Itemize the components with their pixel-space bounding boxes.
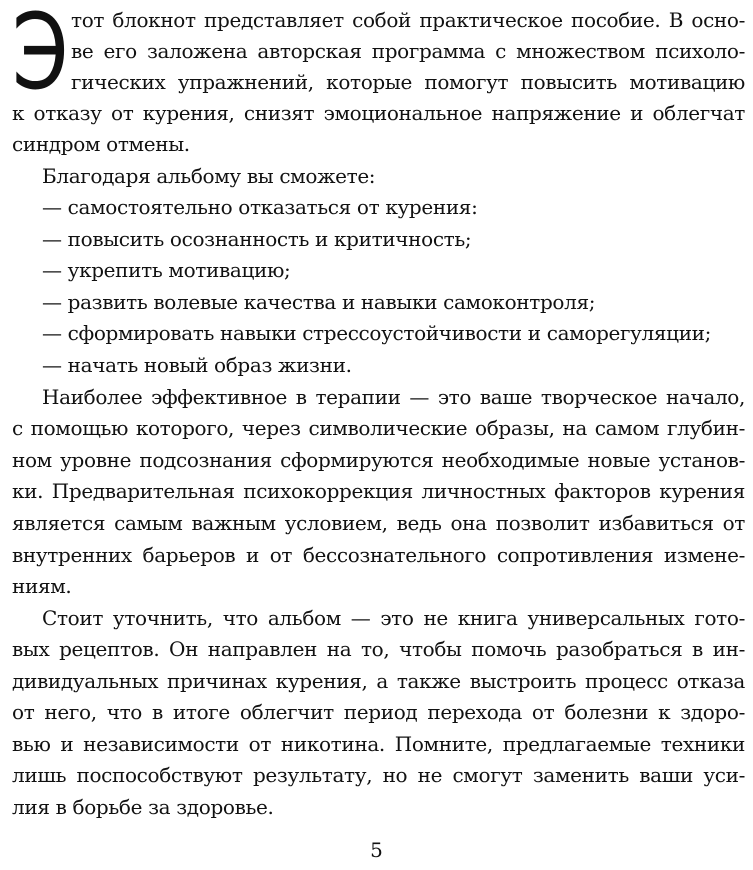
text-line: является самым важным условием, ведь она позволит избавиться от xyxy=(12,511,745,535)
text-line: вых рецептов. Он направлен на то, чтобы помочь разобраться в ин- xyxy=(12,637,745,661)
text-line: ве его заложена авторская программа с множеством психоло- xyxy=(71,39,745,63)
text-line: внутренних барьеров и от бессознательного сопротивления измене- xyxy=(12,543,745,567)
text-line: Наиболее эффективное в терапии — это ваше творческое начало, xyxy=(42,385,745,409)
list-item: — повысить осознанность и критичность; xyxy=(42,227,472,251)
text-line: к отказу от курения, снизят эмоциональное напряжение и облегчат xyxy=(12,101,745,125)
drop-cap-letter: Э xyxy=(12,0,69,113)
text-line: вью и независимости от никотина. Помните, предлагаемые техники xyxy=(12,732,745,756)
text-line: тот блокнот представляет собой практическое пособие. В осно- xyxy=(71,8,745,32)
text-line: лишь поспособствуют результату, но не смогут заменить ваши уси- xyxy=(12,763,745,787)
text-line: с помощью которого, через символические образы, на самом глубин- xyxy=(12,416,745,440)
text-line: ки. Предварительная психокоррекция личностных факторов курения xyxy=(12,479,745,503)
text-line: Стоит уточнить, что альбом — это не книга универсальных гото- xyxy=(42,606,745,630)
list-item: — самостоятельно отказаться от курения: xyxy=(42,195,478,219)
list-item: — начать новый образ жизни. xyxy=(42,353,352,377)
text-line: Благодаря альбому вы сможете: xyxy=(42,164,376,188)
text-line: ниям. xyxy=(12,574,72,598)
list-item: — развить волевые качества и навыки самоконтроля; xyxy=(42,290,596,314)
text-line: лия в борьбе за здоровье. xyxy=(12,795,274,819)
text-line: дивидуальных причинах курения, а также выстроить процесс отказа xyxy=(12,669,745,693)
list-item: — сформировать навыки стрессоустойчивости и саморегуляции; xyxy=(42,321,712,345)
list-item: — укрепить мотивацию; xyxy=(42,258,291,282)
text-line: ном уровне подсознания сформируются необходимые новые установ- xyxy=(12,448,745,472)
text-line: от него, что в итоге облегчит период перехода от болезни к здоро- xyxy=(12,700,745,724)
text-line: синдром отмены. xyxy=(12,132,190,156)
page-number: 5 xyxy=(370,838,383,862)
text-line: гических упражнений, которые помогут повысить мотивацию xyxy=(71,70,745,94)
